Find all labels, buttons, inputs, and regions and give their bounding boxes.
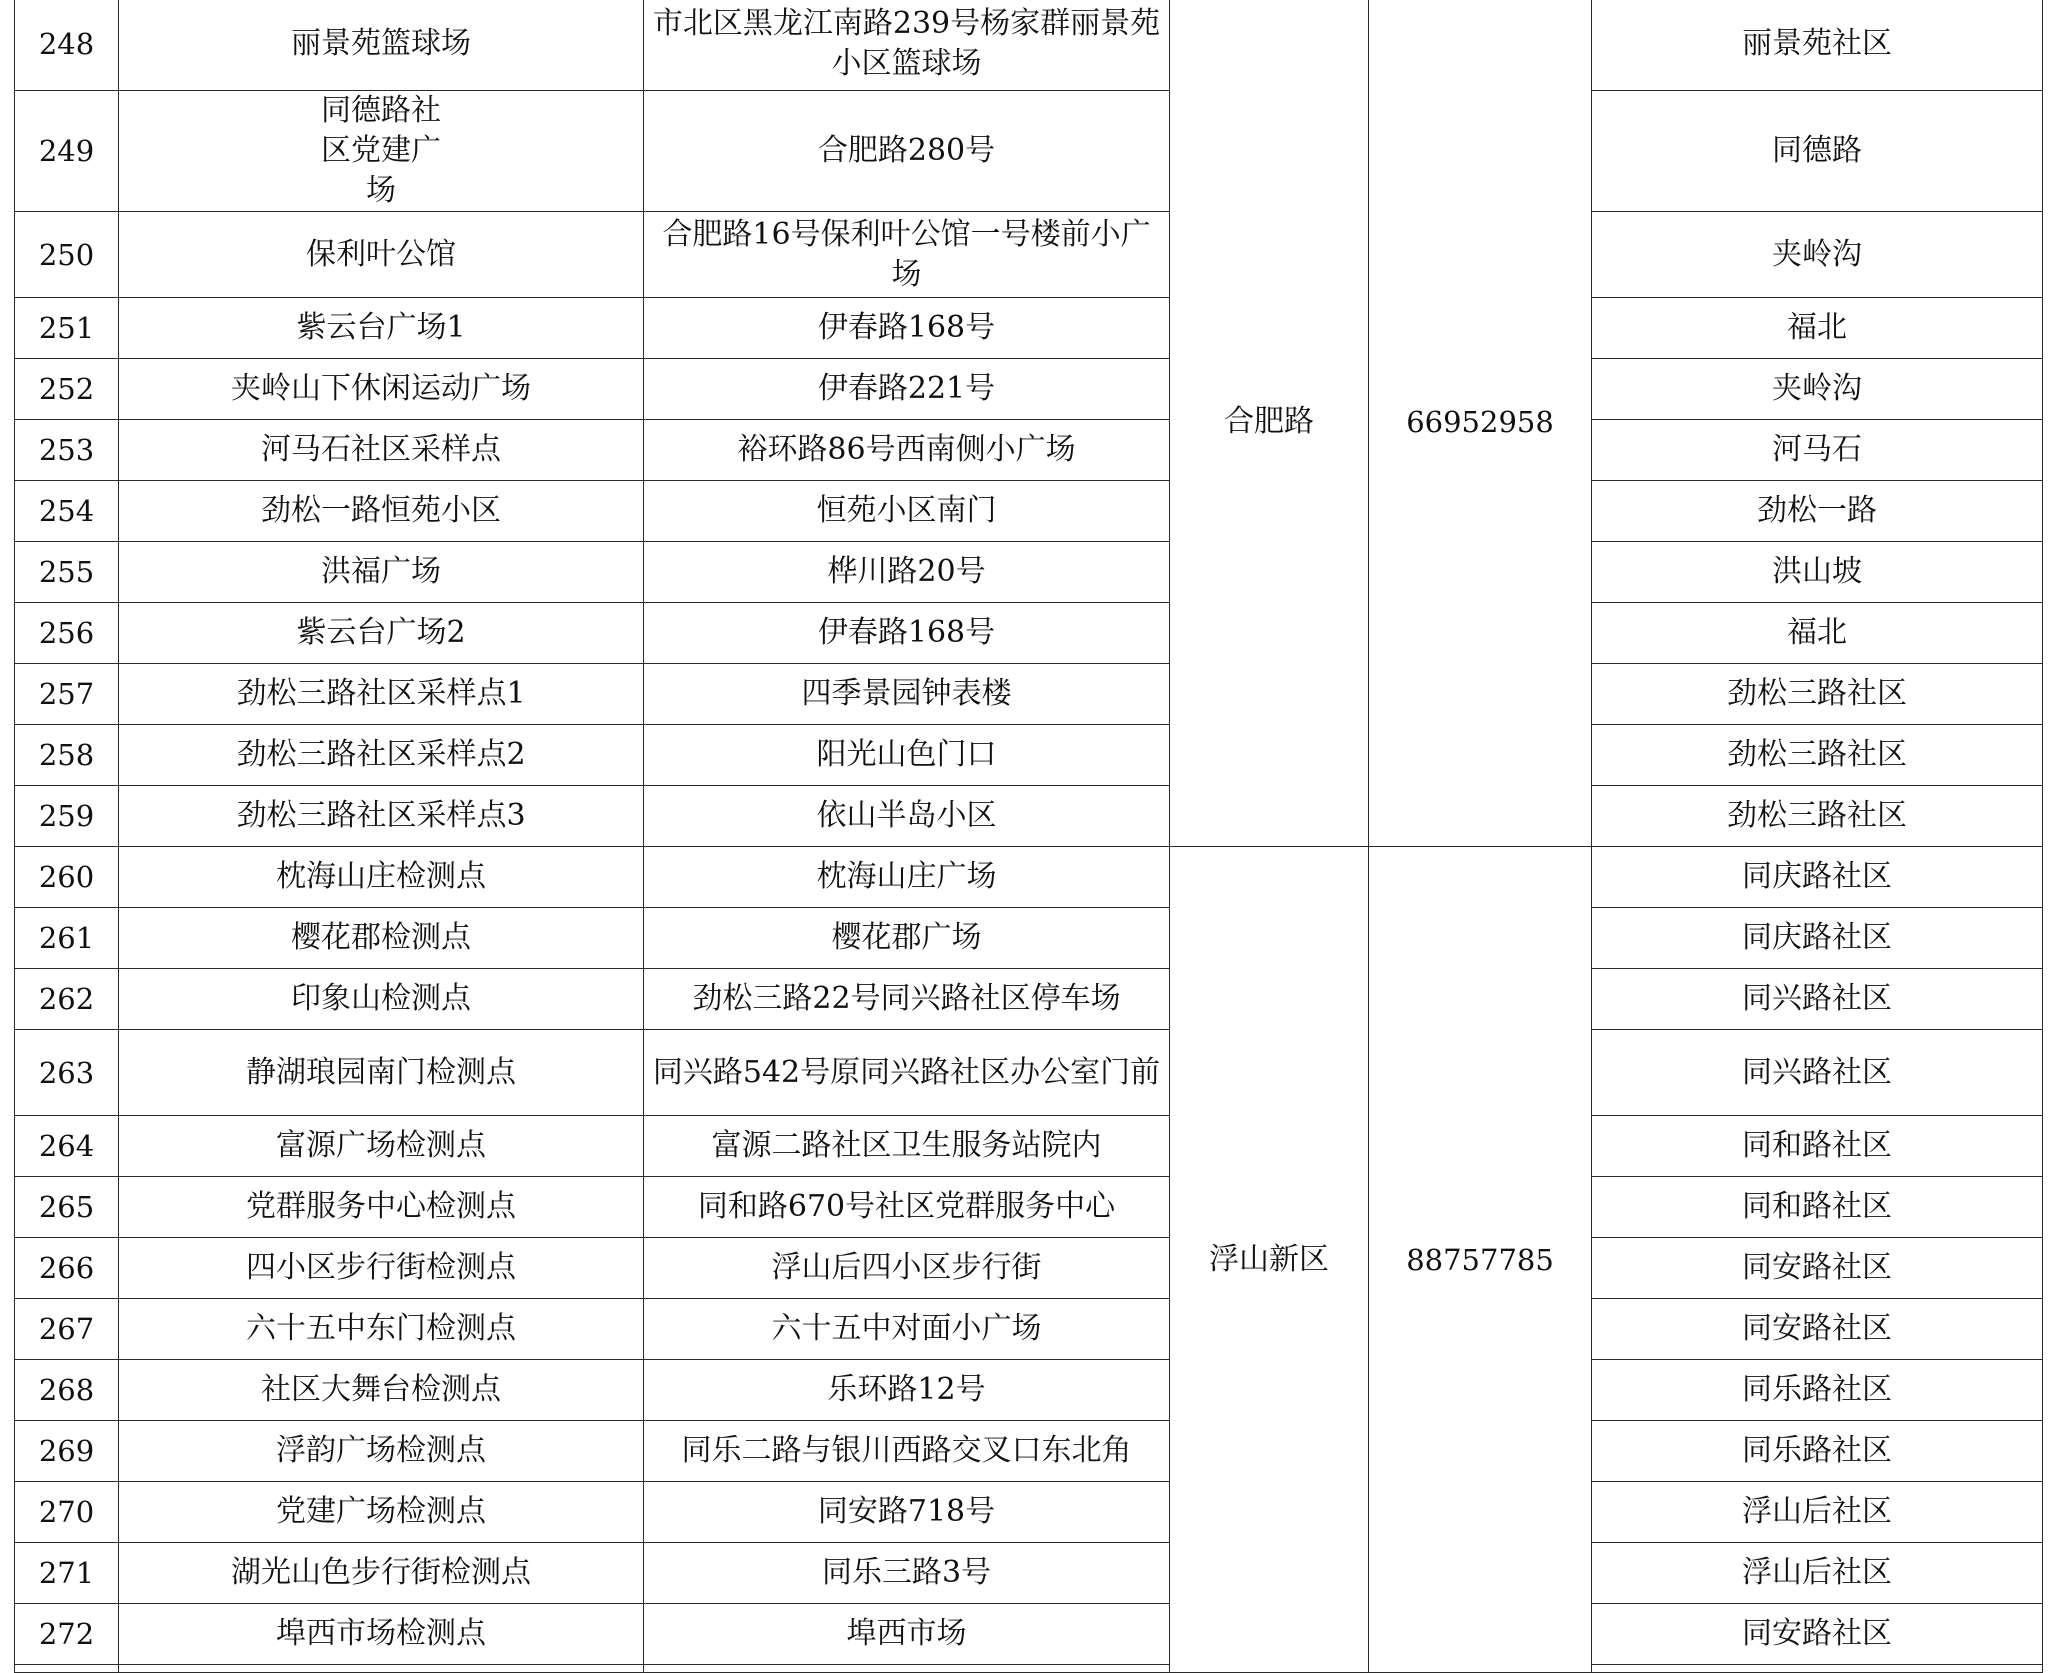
community-name: 同和路社区 xyxy=(1592,1177,2043,1238)
row-number: 251 xyxy=(15,298,119,359)
street-name: 合肥路 xyxy=(1170,0,1369,847)
table-row xyxy=(15,481,2043,542)
row-number: 248 xyxy=(15,0,119,91)
site-address: 伊春路168号 xyxy=(644,603,1170,664)
table-row xyxy=(15,1177,2043,1238)
community-name: 同和路社区 xyxy=(1592,1116,2043,1177)
table-row xyxy=(15,420,2043,481)
row-number: 249 xyxy=(15,91,119,212)
row-number: 253 xyxy=(15,420,119,481)
site-name: 社区大舞台检测点 xyxy=(119,1360,644,1421)
site-name: 党建广场检测点 xyxy=(119,1482,644,1543)
site-address: 同兴路542号原同兴路社区办公室门前 xyxy=(644,1030,1170,1116)
table-row xyxy=(15,1238,2043,1299)
row-number: 255 xyxy=(15,542,119,603)
site-address: 桦川路20号 xyxy=(644,542,1170,603)
site-name: 四小区步行街检测点 xyxy=(119,1238,644,1299)
site-name: 静湖琅园南门检测点 xyxy=(119,1030,644,1116)
table-row xyxy=(15,1604,2043,1665)
row-number: 272 xyxy=(15,1604,119,1665)
community-name: 同乐路社区 xyxy=(1592,1360,2043,1421)
row-number: 261 xyxy=(15,908,119,969)
table-row xyxy=(15,664,2043,725)
table-row xyxy=(15,542,2043,603)
site-name: 浮韵广场检测点 xyxy=(119,1421,644,1482)
site-name: 印象山检测点 xyxy=(119,969,644,1030)
site-name: 富源广场检测点 xyxy=(119,1116,644,1177)
site-address: 劲松三路22号同兴路社区停车场 xyxy=(644,969,1170,1030)
table-row xyxy=(15,969,2043,1030)
community-name: 同安路社区 xyxy=(1592,1604,2043,1665)
site-name: 劲松一路恒苑小区 xyxy=(119,481,644,542)
row-number: 258 xyxy=(15,725,119,786)
community-name: 福北 xyxy=(1592,298,2043,359)
community-name: 同安路社区 xyxy=(1592,1238,2043,1299)
table-row xyxy=(15,1482,2043,1543)
table-row xyxy=(15,1116,2043,1177)
row-number: 268 xyxy=(15,1360,119,1421)
community-name: 劲松一路 xyxy=(1592,481,2043,542)
site-name: 洪福广场 xyxy=(119,542,644,603)
site-address: 依山半岛小区 xyxy=(644,786,1170,847)
site-address: 四季景园钟表楼 xyxy=(644,664,1170,725)
testing-sites-table xyxy=(14,0,2043,1673)
community-name: 同庆路社区 xyxy=(1592,847,2043,908)
community-name: 丽景苑社区 xyxy=(1592,0,2043,91)
table-row-cutoff xyxy=(15,1665,2043,1673)
site-name: 保利叶公馆 xyxy=(119,212,644,298)
table-row xyxy=(15,908,2043,969)
site-name: 夹岭山下休闲运动广场 xyxy=(119,359,644,420)
table-row xyxy=(15,359,2043,420)
site-name: 同德路社区党建广场 xyxy=(119,91,644,212)
row-number: 259 xyxy=(15,786,119,847)
community-name: 同庆路社区 xyxy=(1592,908,2043,969)
row-number: 271 xyxy=(15,1543,119,1604)
row-number: 262 xyxy=(15,969,119,1030)
table-row xyxy=(15,1421,2043,1482)
site-address: 埠西市场 xyxy=(644,1604,1170,1665)
site-name: 劲松三路社区采样点3 xyxy=(119,786,644,847)
site-address: 同乐二路与银川西路交叉口东北角 xyxy=(644,1421,1170,1482)
site-address: 富源二路社区卫生服务站院内 xyxy=(644,1116,1170,1177)
table-row xyxy=(15,786,2043,847)
site-name: 湖光山色步行街检测点 xyxy=(119,1543,644,1604)
row-number: 257 xyxy=(15,664,119,725)
site-name: 党群服务中心检测点 xyxy=(119,1177,644,1238)
site-address: 六十五中对面小广场 xyxy=(644,1299,1170,1360)
community-name: 同安路社区 xyxy=(1592,1299,2043,1360)
community-name: 浮山后社区 xyxy=(1592,1482,2043,1543)
site-address: 伊春路168号 xyxy=(644,298,1170,359)
site-address: 樱花郡广场 xyxy=(644,908,1170,969)
row-number: 260 xyxy=(15,847,119,908)
community-name: 河马石 xyxy=(1592,420,2043,481)
site-name: 埠西市场检测点 xyxy=(119,1604,644,1665)
site-name: 紫云台广场2 xyxy=(119,603,644,664)
table-row xyxy=(15,1360,2043,1421)
site-address: 同安路718号 xyxy=(644,1482,1170,1543)
table-row xyxy=(15,847,2043,908)
community-name: 劲松三路社区 xyxy=(1592,664,2043,725)
site-name: 河马石社区采样点 xyxy=(119,420,644,481)
community-name: 同兴路社区 xyxy=(1592,969,2043,1030)
table-row xyxy=(15,1030,2043,1116)
row-number: 265 xyxy=(15,1177,119,1238)
community-name: 洪山坡 xyxy=(1592,542,2043,603)
table-row xyxy=(15,1543,2043,1604)
community-name: 同德路 xyxy=(1592,91,2043,212)
site-address: 恒苑小区南门 xyxy=(644,481,1170,542)
row-number: 250 xyxy=(15,212,119,298)
site-name: 六十五中东门检测点 xyxy=(119,1299,644,1360)
table-row xyxy=(15,91,2043,212)
site-name: 丽景苑篮球场 xyxy=(119,0,644,91)
row-number: 256 xyxy=(15,603,119,664)
community-name: 劲松三路社区 xyxy=(1592,786,2043,847)
table-row xyxy=(15,1299,2043,1360)
site-name: 枕海山庄检测点 xyxy=(119,847,644,908)
site-address: 伊春路221号 xyxy=(644,359,1170,420)
contact-phone: 88757785 xyxy=(1369,847,1592,1673)
row-number: 269 xyxy=(15,1421,119,1482)
site-name: 劲松三路社区采样点1 xyxy=(119,664,644,725)
community-name: 同兴路社区 xyxy=(1592,1030,2043,1116)
site-address: 乐环路12号 xyxy=(644,1360,1170,1421)
site-name: 劲松三路社区采样点2 xyxy=(119,725,644,786)
row-number: 264 xyxy=(15,1116,119,1177)
community-name: 夹岭沟 xyxy=(1592,359,2043,420)
contact-phone: 66952958 xyxy=(1369,0,1592,847)
table-row xyxy=(15,212,2043,298)
community-name: 同乐路社区 xyxy=(1592,1421,2043,1482)
row-number: 254 xyxy=(15,481,119,542)
table-row xyxy=(15,603,2043,664)
site-address: 合肥路16号保利叶公馆一号楼前小广场 xyxy=(644,212,1170,298)
site-address: 枕海山庄广场 xyxy=(644,847,1170,908)
site-name: 紫云台广场1 xyxy=(119,298,644,359)
community-name: 浮山后社区 xyxy=(1592,1543,2043,1604)
site-address: 阳光山色门口 xyxy=(644,725,1170,786)
site-address: 裕环路86号西南侧小广场 xyxy=(644,420,1170,481)
row-number: 252 xyxy=(15,359,119,420)
site-address: 合肥路280号 xyxy=(644,91,1170,212)
table-row xyxy=(15,298,2043,359)
site-address: 同乐三路3号 xyxy=(644,1543,1170,1604)
table-row xyxy=(15,0,2043,91)
row-number: 266 xyxy=(15,1238,119,1299)
table-row xyxy=(15,725,2043,786)
street-name: 浮山新区 xyxy=(1170,847,1369,1673)
community-name: 夹岭沟 xyxy=(1592,212,2043,298)
site-address: 浮山后四小区步行街 xyxy=(644,1238,1170,1299)
community-name: 劲松三路社区 xyxy=(1592,725,2043,786)
site-address: 市北区黑龙江南路239号杨家群丽景苑小区篮球场 xyxy=(644,0,1170,91)
community-name: 福北 xyxy=(1592,603,2043,664)
row-number: 267 xyxy=(15,1299,119,1360)
site-name: 樱花郡检测点 xyxy=(119,908,644,969)
row-number: 270 xyxy=(15,1482,119,1543)
row-number: 263 xyxy=(15,1030,119,1116)
site-address: 同和路670号社区党群服务中心 xyxy=(644,1177,1170,1238)
